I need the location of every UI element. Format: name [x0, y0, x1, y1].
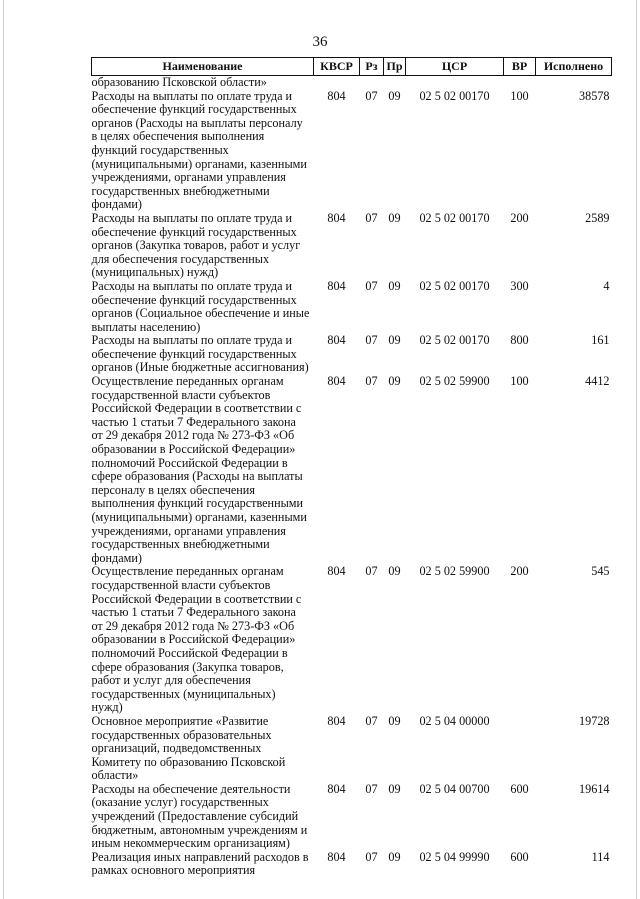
- row-amount: 161: [591, 333, 610, 348]
- row-rz: 07: [365, 88, 378, 103]
- column-header-pr: Пр: [384, 58, 406, 76]
- column-header-kvsr: КВСР: [314, 58, 360, 76]
- row-name: Расходы на выплаты по оплате труда и обеспечение функций государственных органов (Закупка товаров, работ и услуг для обеспечения государственных (муниципальных) нужд): [91, 210, 301, 280]
- row-vr: 600: [510, 849, 529, 864]
- column-header-rz: Рз: [360, 58, 384, 76]
- row-csr: 02 5 02 00170: [419, 333, 490, 348]
- row-name: образованию Псковской области»: [91, 75, 267, 89]
- row-vr: 100: [510, 374, 529, 389]
- table-header-row: [92, 58, 612, 76]
- table-row: [92, 565, 612, 715]
- row-name: Расходы на выплаты по оплате труда и обеспечение функций государственных органов (Социальное обеспечение и иные выплаты населению): [91, 278, 310, 334]
- row-rz: 07: [365, 374, 378, 389]
- row-rz: 07: [365, 713, 378, 728]
- scan-edge-right: [636, 0, 637, 899]
- row-pr: [384, 76, 406, 90]
- row-amount: 2589: [585, 210, 610, 225]
- table-row: [92, 783, 612, 851]
- row-pr: 09: [388, 713, 401, 728]
- row-kvsr: 804: [327, 781, 346, 796]
- page-number: 36: [312, 34, 328, 50]
- row-amount: 38578: [579, 88, 610, 103]
- row-amount: 545: [591, 564, 610, 579]
- row-vr: [504, 76, 536, 90]
- row-kvsr: 804: [327, 278, 346, 293]
- table-row: [92, 76, 612, 90]
- table-row: [92, 851, 612, 878]
- row-rz: 07: [365, 333, 378, 348]
- row-name: Реализация иных направлений расходов в рамках основного мероприятия: [91, 849, 309, 878]
- row-vr: 200: [510, 210, 529, 225]
- table-row: [92, 375, 612, 565]
- table-row: [92, 90, 612, 212]
- row-csr: [406, 76, 504, 90]
- column-header-name: Наименование: [92, 58, 314, 76]
- row-csr: 02 5 02 59900: [419, 374, 490, 389]
- row-kvsr: 804: [327, 564, 346, 579]
- row-vr: 200: [510, 564, 529, 579]
- table-row: [92, 715, 612, 783]
- row-name: Расходы на обеспечение деятельности (оказание услуг) государственных учреждений (Предоставление субсидий бюджетным, автономным учреждениям и иным некоммерческим организациям): [91, 781, 308, 851]
- row-kvsr: 804: [327, 333, 346, 348]
- row-kvsr: 804: [327, 713, 346, 728]
- row-pr: 09: [388, 781, 401, 796]
- row-kvsr: [314, 76, 360, 90]
- column-header-csr: ЦСР: [406, 58, 504, 76]
- column-header-vr: ВР: [504, 58, 536, 76]
- row-rz: 07: [365, 278, 378, 293]
- row-name: Расходы на выплаты по оплате труда и обеспечение функций государственных органов (Иные бюджетные ассигнования): [91, 333, 309, 375]
- row-csr: 02 5 04 00000: [419, 713, 490, 728]
- row-vr: 300: [510, 278, 529, 293]
- row-kvsr: 804: [327, 374, 346, 389]
- row-amount: 19728: [579, 713, 610, 728]
- table-row: [92, 334, 612, 375]
- row-rz: 07: [365, 849, 378, 864]
- row-name: Расходы на выплаты по оплате труда и обеспечение функций государственных органов (Расходы на выплаты персоналу в целях обеспечения выполнения функций государственных (муниципальными) органами, казенными учреждениями, органами управления государственных внебюджетными фондами): [91, 88, 307, 212]
- row-pr: 09: [388, 278, 401, 293]
- scan-edge-left: [3, 0, 4, 899]
- row-amount: 4: [603, 278, 610, 293]
- row-amount: 4412: [585, 374, 610, 389]
- budget-execution-table: [91, 57, 612, 878]
- row-pr: 09: [388, 333, 401, 348]
- row-name: Осуществление переданных органам государственной власти субъектов Российской Федерации в соответствии с частью 1 статьи 7 Федерального закона от 29 декабря 2012 года № 273-ФЗ «Об образовании в Российской Федерации» полномочий Российской Федерации в сфере образования (Расходы на выплаты персоналу в целях обеспечения выполнения функций государственными (муниципальными) органами, казенными учреждениями, органами управления государственных внебюджетными фондами): [91, 374, 307, 565]
- table-row: [92, 280, 612, 334]
- row-rz: 07: [365, 781, 378, 796]
- row-rz: 07: [365, 564, 378, 579]
- row-rz: 07: [365, 210, 378, 225]
- row-name: Осуществление переданных органам государственной власти субъектов Российской Федерации в соответствии с частью 1 статьи 7 Федерального закона от 29 декабря 2012 года № 273-ФЗ «Об образовании в Российской Федерации» полномочий Российской Федерации в сфере образования (Закупка товаров, работ и услуг для обеспечения государственных (муниципальных) нужд): [91, 564, 302, 715]
- row-vr: [504, 715, 536, 783]
- row-kvsr: 804: [327, 88, 346, 103]
- row-rz: [360, 76, 384, 90]
- table-row: [92, 212, 612, 280]
- row-csr: 02 5 04 00700: [419, 781, 490, 796]
- row-csr: 02 5 02 00170: [419, 88, 490, 103]
- row-amount: 19614: [579, 781, 610, 796]
- row-pr: 09: [388, 564, 401, 579]
- row-csr: 02 5 04 99990: [419, 849, 490, 864]
- row-vr: 800: [510, 333, 529, 348]
- column-header-amount: Исполнено: [536, 58, 612, 76]
- row-csr: 02 5 02 59900: [419, 564, 490, 579]
- row-amount: [536, 76, 612, 90]
- row-kvsr: 804: [327, 849, 346, 864]
- row-vr: 600: [510, 781, 529, 796]
- row-csr: 02 5 02 00170: [419, 278, 490, 293]
- row-pr: 09: [388, 88, 401, 103]
- row-csr: 02 5 02 00170: [419, 210, 490, 225]
- row-vr: 100: [510, 88, 529, 103]
- row-pr: 09: [388, 374, 401, 389]
- row-name: Основное мероприятие «Развитие государственных образовательных организаций, подведомственных Комитету по образованию Псковской области»: [91, 713, 286, 783]
- row-kvsr: 804: [327, 210, 346, 225]
- row-pr: 09: [388, 210, 401, 225]
- row-pr: 09: [388, 849, 401, 864]
- row-amount: 114: [591, 849, 610, 864]
